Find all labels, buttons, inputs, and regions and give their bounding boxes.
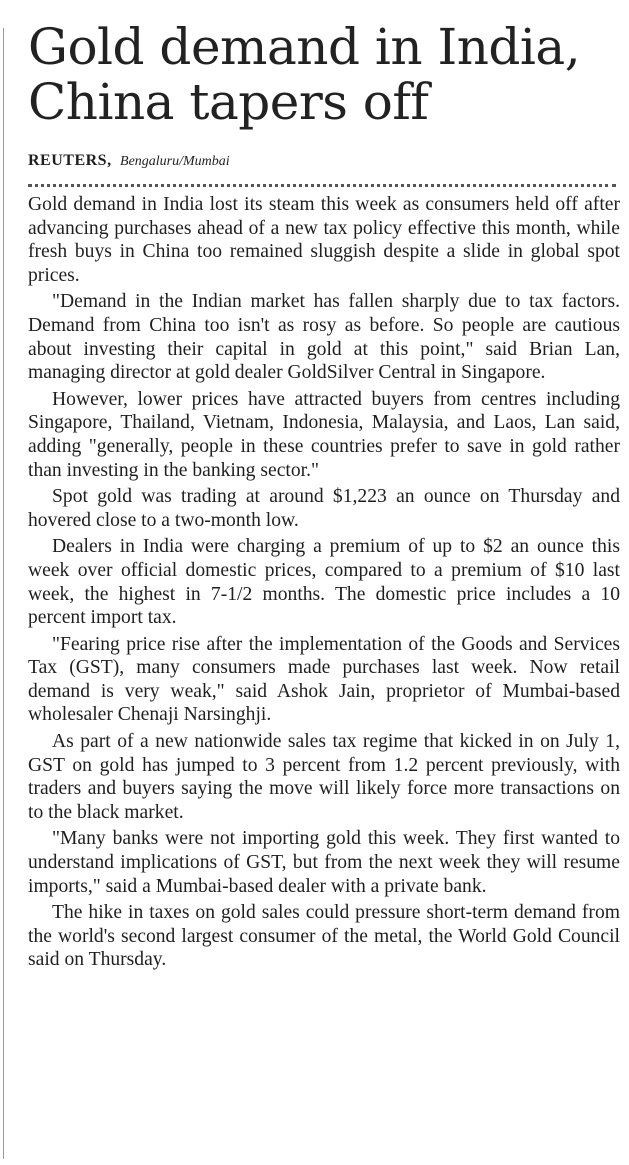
article-body <box>28 193 620 972</box>
article-paragraph: Gold demand in India lost its steam this week as consumers held off after advancing purchases ahead of a new tax policy effective this month, while fresh buys in China too remained sluggish despite a slide in global spot prices. <box>28 194 620 286</box>
article-paragraph: Dealers in India were charging a premium of up to $2 an ounce this week over official domestic prices, compared to a premium of $10 last week, the highest in 7-1/2 months. The domestic price includes a 10 percent import tax. <box>28 536 620 629</box>
article-paragraph: Spot gold was trading at around $1,223 an ounce on Thursday and hovered close to a two-month low. <box>28 486 620 531</box>
article-paragraph: "Fearing price rise after the implementation of the Goods and Services Tax (GST), many consumers made purchases last week. Now retail demand is very weak," said Ashok Jain, proprietor of Mumbai-based wholesaler Chenaji Narsinghji. <box>28 633 620 726</box>
byline-agency: REUTERS, <box>28 152 112 169</box>
article-paragraph: "Many banks were not importing gold this week. They first wanted to understand implications of GST, but from the next week they will resume imports," said a Mumbai-based dealer with a private bank. <box>28 828 620 897</box>
dotted-separator <box>28 184 616 187</box>
article-paragraph: The hike in taxes on gold sales could pressure short-term demand from the world's second largest consumer of the metal, the World Gold Council said on Thursday. <box>28 902 620 971</box>
article-paragraph: "Demand in the Indian market has fallen sharply due to tax factors. Demand from China too isn't as rosy as before. So people are cautious about investing their capital in gold at this point," said Brian Lan, managing director at gold dealer GoldSilver Central in Singapore. <box>28 291 620 384</box>
news-article <box>28 20 620 975</box>
article-headline: Gold demand in India, China tapers off <box>28 18 581 131</box>
byline <box>28 152 620 172</box>
byline-dateline: Bengaluru/Mumbai <box>120 154 230 169</box>
article-paragraph: As part of a new nationwide sales tax regime that kicked in on July 1, GST on gold has jumped to 3 percent from 1.2 percent previously, with traders and buyers saying the move will likely force more transactions on to the black market. <box>28 731 620 823</box>
article-paragraph: However, lower prices have attracted buyers from centres including Singapore, Thailand, Vietnam, Indonesia, Malaysia, and Laos, Lan said, adding "generally, people in these countries prefer to save in gold rather than investing in the banking sector." <box>28 388 620 481</box>
column-divider <box>3 28 4 1159</box>
